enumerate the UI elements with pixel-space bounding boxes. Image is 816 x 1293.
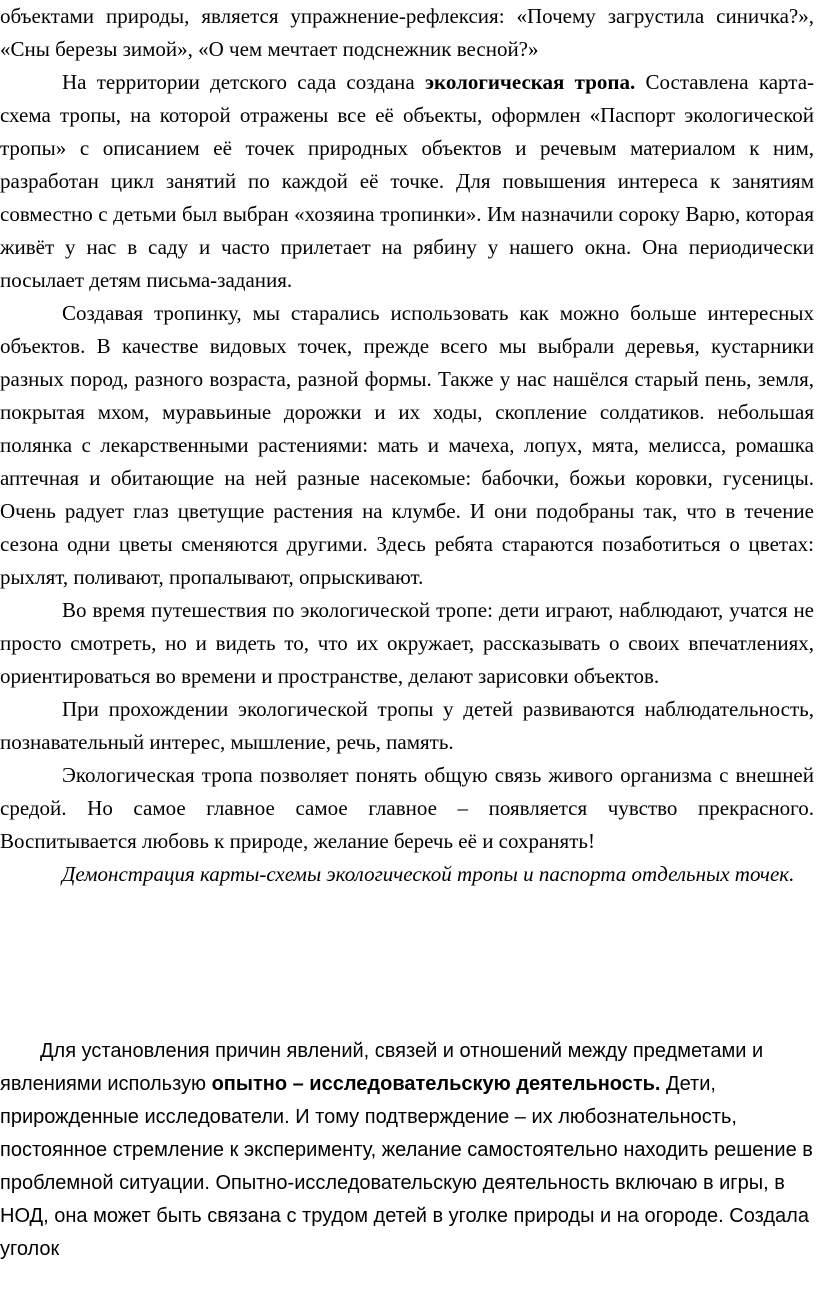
paragraph-demonstration-note: Демонстрация карты-схемы экологической тропы и паспорта отдельных точек. [62,862,795,886]
bold-term-research-activity: опытно – исследовательскую деятельность. [211,1073,661,1095]
paragraph-continuation: объектами природы, является упражнение-рефлексия: «Почему загрустила синичка?», «Сны березы зимой», «О чем мечтает подснежник весной?» [0,4,814,61]
paragraph-development: При прохождении экологической тропы у детей развиваются наблюдательность, познавательный интерес, мышление, речь, память. [0,697,814,754]
bold-term-ecological-trail: экологическая тропа. [424,70,636,94]
text-run: Для установления причин явлений, связей и отношений между предметами и явлениями использую [0,1040,764,1095]
paragraph-conclusion: Экологическая тропа позволяет понять общую связь живого организма с внешней средой. Но самое главное самое главное – появляется чувство прекрасного. Воспитывается любовь к природе, желание беречь её и сохранять! [0,763,814,853]
paragraph-research-activity [0,1035,814,1266]
paragraph-ecological-trail [0,66,814,297]
text-run: Составлена карта-схема тропы, на которой отражены все её объекты, оформлен «Паспорт экологической тропы» с описанием её точек природных объектов и речевым материалом к ним, разработан цикл занятий по каждой её точке. Для повышения интереса к занятиям совместно с детьми был выбран «хозяина тропинки». Им назначили сороку Варю, которая живёт у нас в саду и часто прилетает на рябину у нашего окна. Она периодически посылает детям письма-задания. [0,70,815,292]
text-run: На территории детского сада создана [62,70,425,94]
sans-text-block [0,1035,814,1266]
paragraph-journey: Во время путешествия по экологической тропе: дети играют, наблюдают, учатся не просто смотреть, но и видеть то, что их окружает, рассказывать о своих впечатлениях, ориентироваться во времени и пространстве, делают зарисовки объектов. [0,598,814,688]
text-run: Дети, прирожденные исследователи. И тому подтверждение – их любознательность, постоянное стремление к эксперименту, желание самостоятельно находить решение в проблемной ситуации. Опытно-исследовательскую деятельность включаю в игры, в НОД, она может быть связана с трудом детей в уголке природы и на огороде. Создала уголок [0,1073,813,1260]
paragraph-trail-objects: Создавая тропинку, мы старались использовать как можно больше интересных объектов. В качестве видовых точек, прежде всего мы выбрали деревья, кустарники разных пород, разного возраста, разной формы. Также у нас нашёлся старый пень, земля, покрытая мхом, муравьиные дорожки и их ходы, скопление солдатиков. небольшая полянка с лекарственными растениями: мать и мачеха, лопух, мята, мелисса, ромашка аптечная и обитающие на ней разные насекомые: бабочки, божьи коровки, гусеницы. Очень радует глаз цветущие растения на клумбе. И они подобраны так, что в течение сезона одни цветы сменяются другими. Здесь ребята стараются позаботиться о цветах: рыхлят, поливают, пропалывают, опрыскивают. [0,301,814,589]
